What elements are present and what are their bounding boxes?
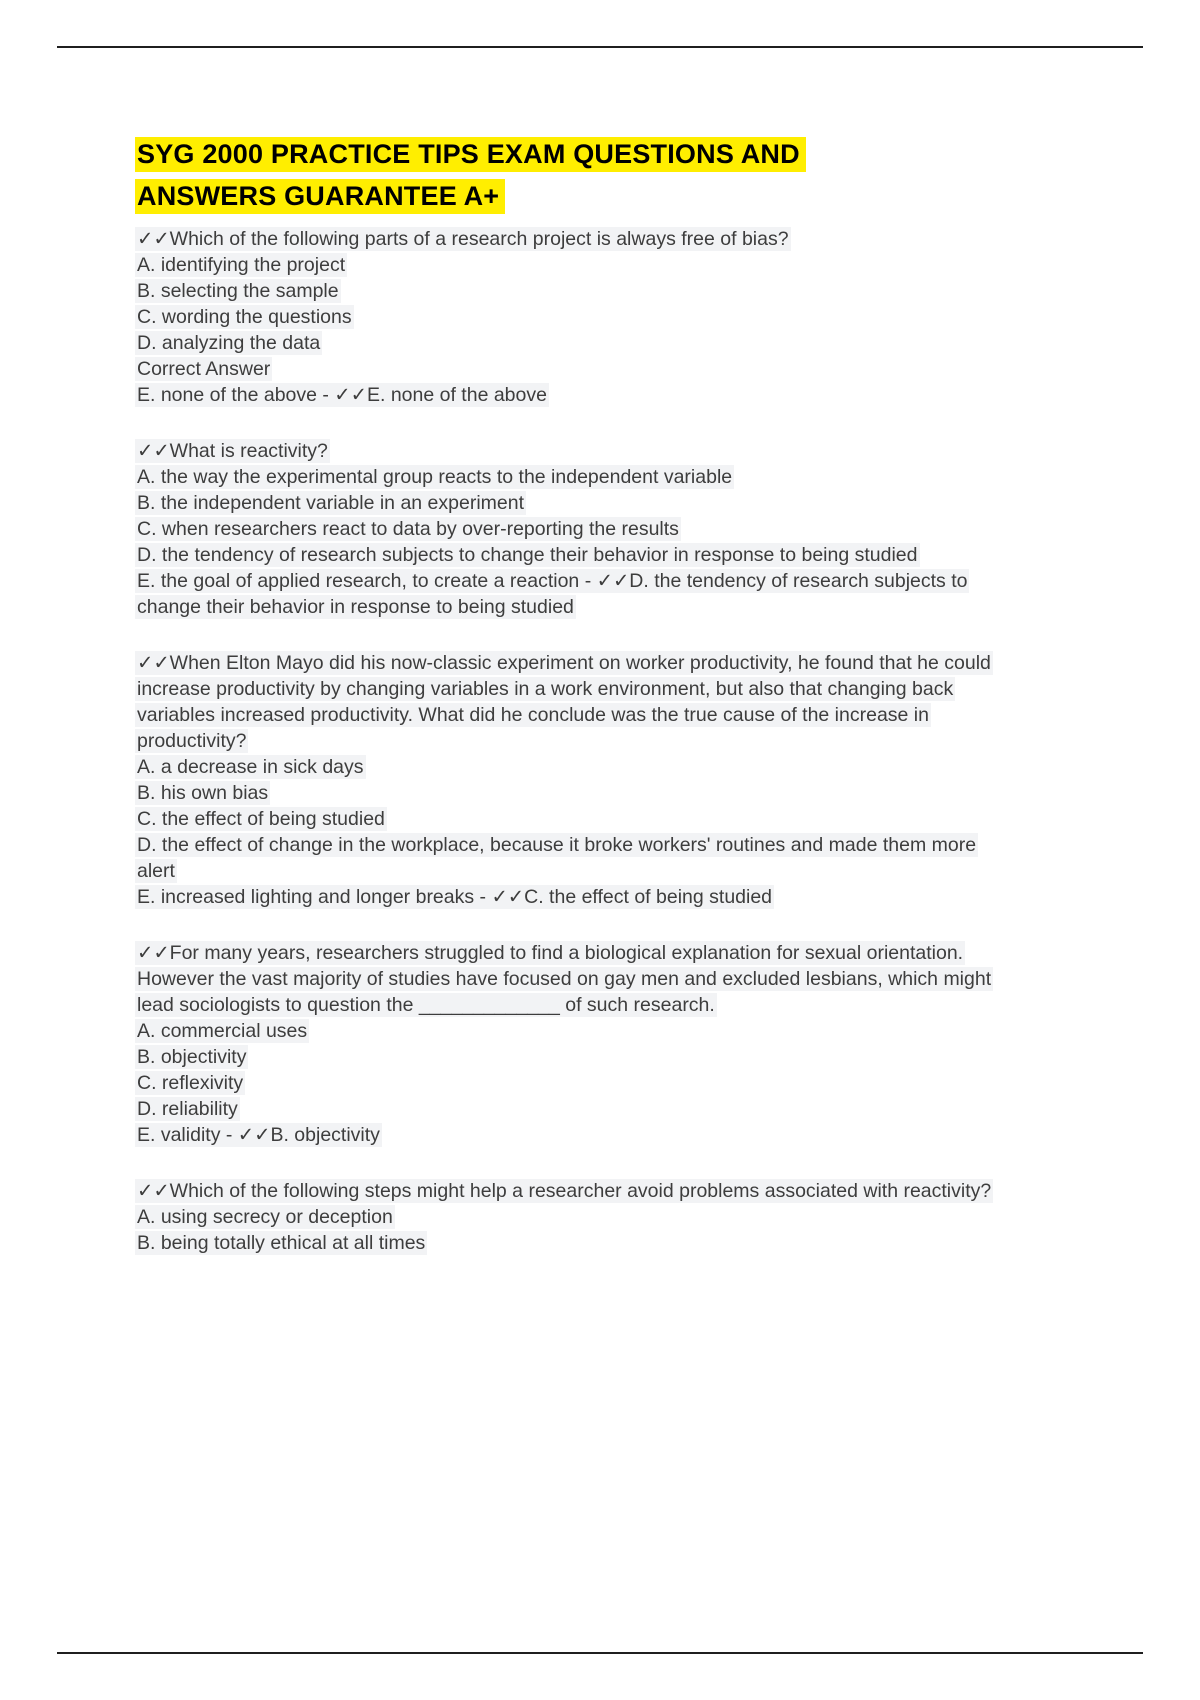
doc-line <box>135 940 1003 1018</box>
option-line: D. reliability <box>137 1098 238 1120</box>
question-block <box>135 940 1003 1148</box>
doc-line <box>135 516 1003 542</box>
question-text: ✓✓For many years, researchers struggled to find a biological explanation for sexual orientation. However the vast majority of studies have focused on gay men and excluded lesbians, which might lead sociologists to question the _____________ of such research. <box>137 942 992 1016</box>
option-line: A. using secrecy or deception <box>137 1206 393 1228</box>
doc-line <box>135 226 1003 252</box>
option-line: C. when researchers react to data by over-reporting the results <box>137 518 679 540</box>
question-block <box>135 438 1003 620</box>
option-line: D. analyzing the data <box>137 332 321 354</box>
option-line: D. the tendency of research subjects to change their behavior in response to being studied <box>137 544 918 566</box>
title-line-1: SYG 2000 PRACTICE TIPS EXAM QUESTIONS AND <box>135 134 1003 174</box>
question-block <box>135 650 1003 910</box>
doc-line <box>135 1018 1003 1044</box>
doc-line <box>135 1122 1003 1148</box>
option-line: D. the effect of change in the workplace, because it broke workers' routines and made them more alert <box>137 834 977 882</box>
option-line: A. a decrease in sick days <box>137 756 364 778</box>
answer-line: E. validity - ✓✓B. objectivity <box>137 1124 380 1146</box>
document-title <box>135 134 1003 216</box>
question-text: ✓✓What is reactivity? <box>137 440 328 462</box>
doc-line <box>135 330 1003 356</box>
option-line: B. being totally ethical at all times <box>137 1232 426 1254</box>
doc-line <box>135 542 1003 568</box>
doc-line <box>135 356 1003 382</box>
doc-line <box>135 1070 1003 1096</box>
doc-line <box>135 278 1003 304</box>
option-line: B. objectivity <box>137 1046 247 1068</box>
option-line: C. wording the questions <box>137 306 352 328</box>
question-block <box>135 226 1003 408</box>
doc-line <box>135 806 1003 832</box>
answer-line: E. increased lighting and longer breaks - ✓✓C. the effect of being studied <box>137 886 773 908</box>
doc-line <box>135 884 1003 910</box>
doc-line <box>135 832 1003 884</box>
doc-line <box>135 568 1003 620</box>
question-text: ✓✓Which of the following steps might help a researcher avoid problems associated with reactivity? <box>137 1180 992 1202</box>
doc-line <box>135 1044 1003 1070</box>
doc-line <box>135 490 1003 516</box>
option-line: C. reflexivity <box>137 1072 244 1094</box>
doc-line <box>135 650 1003 754</box>
question-text: ✓✓When Elton Mayo did his now-classic experiment on worker productivity, he found that he could increase productivity by changing variables in a work environment, but also that changing back variables increased productivity. What did he conclude was the true cause of the increase in productivity? <box>137 652 991 752</box>
correct-answer-label: Correct Answer <box>137 358 271 380</box>
doc-line <box>135 252 1003 278</box>
doc-line <box>135 438 1003 464</box>
page-top-border <box>57 46 1143 48</box>
doc-line <box>135 464 1003 490</box>
option-line: B. selecting the sample <box>137 280 339 302</box>
doc-line <box>135 1096 1003 1122</box>
answer-line: E. none of the above - ✓✓E. none of the above <box>137 384 547 406</box>
doc-line <box>135 754 1003 780</box>
question-block <box>135 1178 1003 1256</box>
option-line: B. the independent variable in an experiment <box>137 492 525 514</box>
page-content <box>135 134 1003 1286</box>
option-line: C. the effect of being studied <box>137 808 385 830</box>
doc-line <box>135 304 1003 330</box>
doc-line <box>135 382 1003 408</box>
option-line: A. the way the experimental group reacts to the independent variable <box>137 466 733 488</box>
answer-line: E. the goal of applied research, to create a reaction - ✓✓D. the tendency of research subjects to change their behavior in response to being studied <box>137 570 968 618</box>
doc-line <box>135 1178 1003 1204</box>
doc-line <box>135 780 1003 806</box>
questions <box>135 226 1003 1256</box>
option-line: A. identifying the project <box>137 254 346 276</box>
question-text: ✓✓Which of the following parts of a research project is always free of bias? <box>137 228 789 250</box>
page-bottom-border <box>57 1652 1143 1654</box>
doc-line <box>135 1204 1003 1230</box>
title-line-2: ANSWERS GUARANTEE A+ <box>135 176 1003 216</box>
doc-line <box>135 1230 1003 1256</box>
option-line: A. commercial uses <box>137 1020 308 1042</box>
option-line: B. his own bias <box>137 782 269 804</box>
